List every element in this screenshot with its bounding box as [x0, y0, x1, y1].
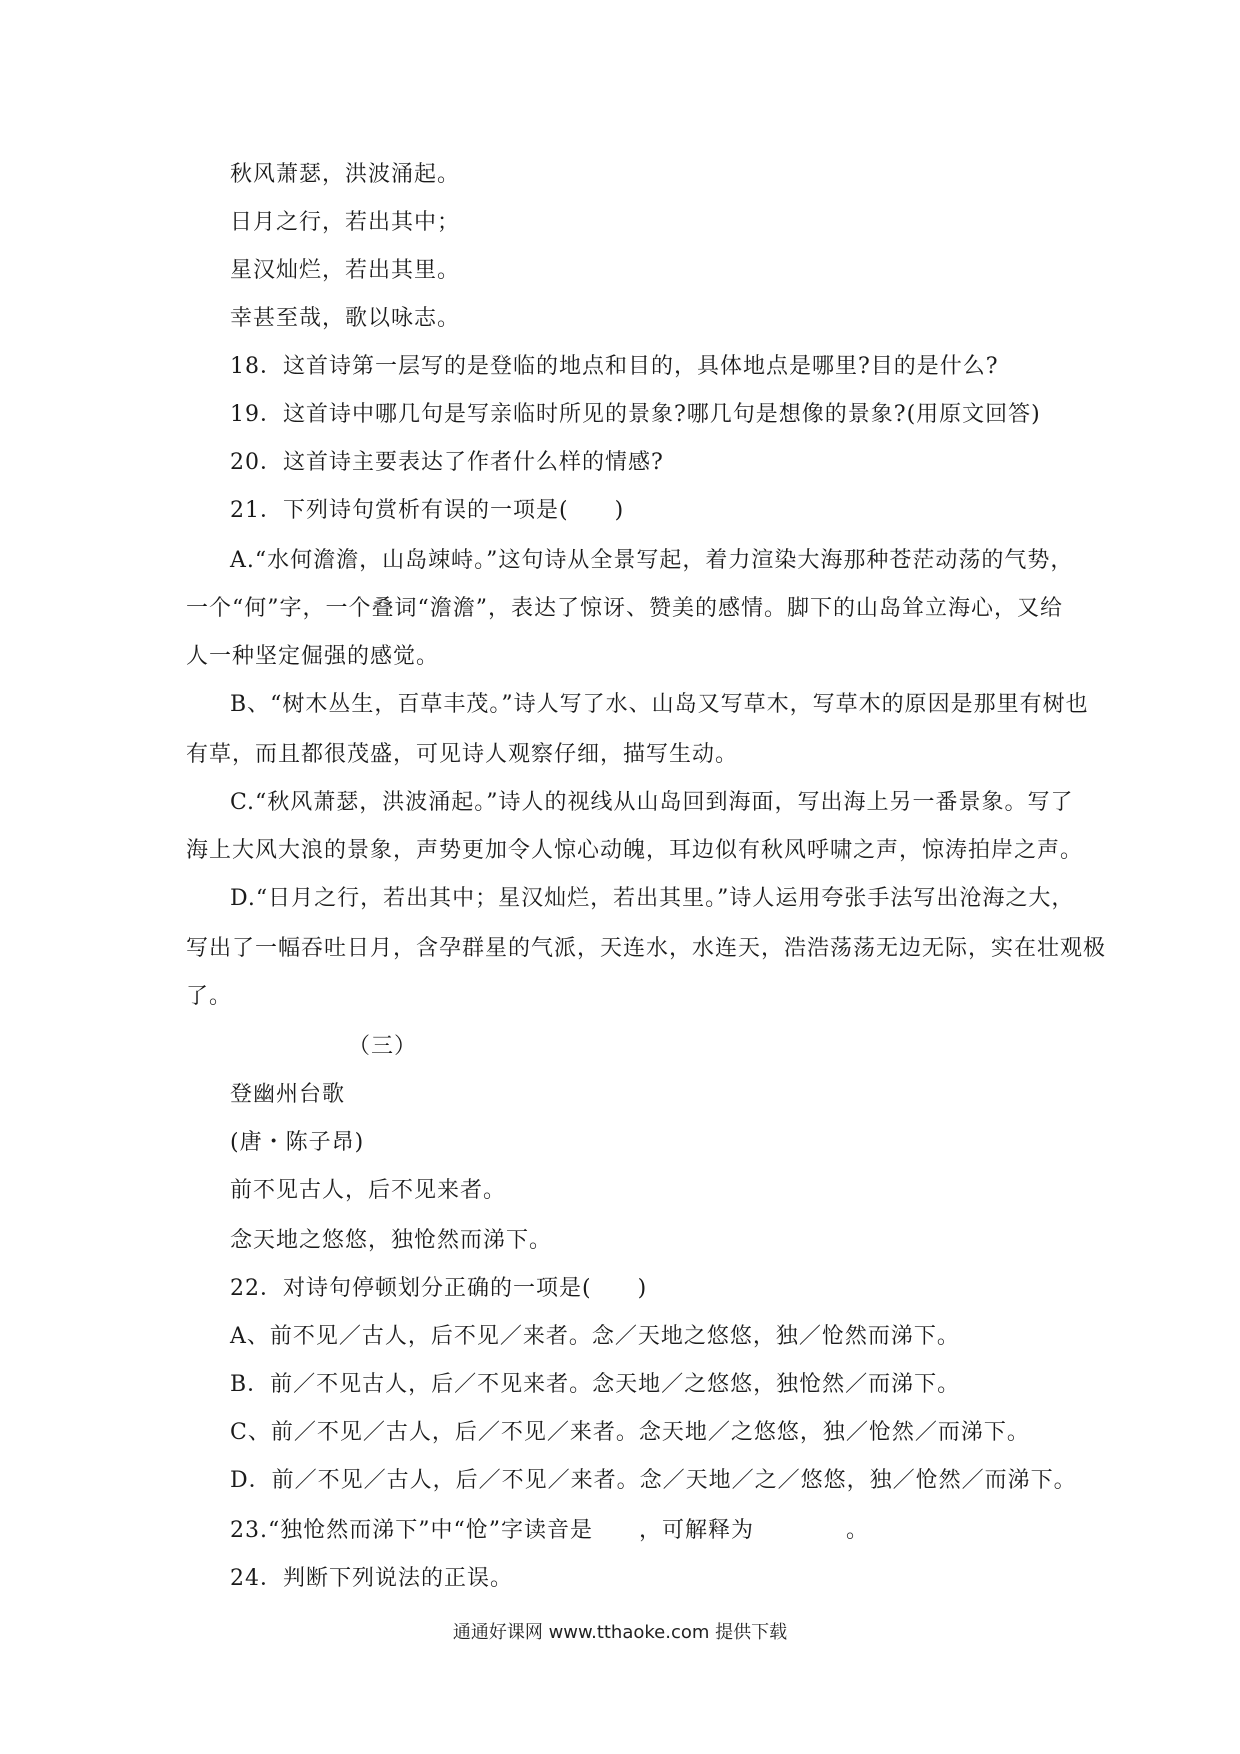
- option-d-line: 了。: [186, 984, 233, 1009]
- option-a-line: 人一种坚定倔强的感觉。: [186, 644, 440, 669]
- poem-line: 秋风萧瑟，洪波涌起。: [230, 162, 461, 187]
- poem-author: (唐・陈子昂): [230, 1130, 365, 1155]
- question-22-option-a: A、前不见／古人，后不见／来者。念／天地之悠悠，独／怆然而涕下。: [230, 1324, 960, 1349]
- option-a-line: A.“水何澹澹，山岛竦峙。”这句诗从全景写起，着力渲染大海那种苍茫动荡的气势，: [230, 548, 1074, 573]
- page-footer: 通通好课网 www.tthaoke.com 提供下载: [452, 1622, 788, 1643]
- option-d-line: D.“日月之行，若出其中；星汉灿烂，若出其里。”诗人运用夸张手法写出沧海之大，: [230, 886, 1075, 911]
- section-heading: （三）: [348, 1034, 418, 1059]
- question-18: 18．这首诗第一层写的是登临的地点和目的，具体地点是哪里?目的是什么?: [230, 354, 999, 379]
- question-22-option-b: B．前／不见古人，后／不见来者。念天地／之悠悠，独怆然／而涕下。: [230, 1372, 961, 1397]
- question-21: 21．下列诗句赏析有误的一项是( ): [230, 498, 625, 523]
- poem-line: 日月之行，若出其中；: [230, 210, 461, 235]
- poem-line: 念天地之悠悠，独怆然而涕下。: [230, 1228, 553, 1253]
- poem-line: 前不见古人，后不见来者。: [230, 1178, 507, 1203]
- poem-title: 登幽州台歌: [230, 1082, 346, 1107]
- option-b-line: 有草，而且都很茂盛，可见诗人观察仔细，描写生动。: [186, 742, 739, 767]
- option-b-line: B、“树木丛生，百草丰茂。”诗人写了水、山岛又写草木，写草木的原因是那里有树也: [230, 692, 1089, 717]
- question-22-option-c: C、前／不见／古人，后／不见／来者。念天地／之悠悠，独／怆然／而涕下。: [230, 1420, 1030, 1445]
- option-c-line: C.“秋风萧瑟，洪波涌起。”诗人的视线从山岛回到海面，写出海上另一番景象。写了: [230, 790, 1074, 815]
- poem-line: 幸甚至哉，歌以咏志。: [230, 306, 461, 331]
- option-a-line: 一个“何”字，一个叠词“澹澹”，表达了惊讶、赞美的感情。脚下的山岛耸立海心，又给: [186, 596, 1063, 621]
- question-22: 22．对诗句停顿划分正确的一项是( ): [230, 1276, 648, 1301]
- question-22-option-d: D．前／不见／古人，后／不见／来者。念／天地／之／悠悠，独／怆然／而涕下。: [230, 1468, 1077, 1493]
- question-19: 19．这首诗中哪几句是写亲临时所见的景象?哪几句是想像的景象?(用原文回答): [230, 402, 1041, 427]
- question-23: 23.“独怆然而涕下”中“怆”字读音是 ，可解释为 。: [230, 1518, 869, 1543]
- poem-line: 星汉灿烂，若出其里。: [230, 258, 461, 283]
- option-c-line: 海上大风大浪的景象，声势更加令人惊心动魄，耳边似有秋风呼啸之声，惊涛拍岸之声。: [186, 838, 1084, 863]
- option-d-line: 写出了一幅吞吐日月，含孕群星的气派，天连水，水连天，浩浩荡荡无边无际，实在壮观极: [186, 936, 1107, 961]
- question-20: 20．这首诗主要表达了作者什么样的情感?: [230, 450, 664, 475]
- question-24: 24．判断下列说法的正误。: [230, 1566, 513, 1591]
